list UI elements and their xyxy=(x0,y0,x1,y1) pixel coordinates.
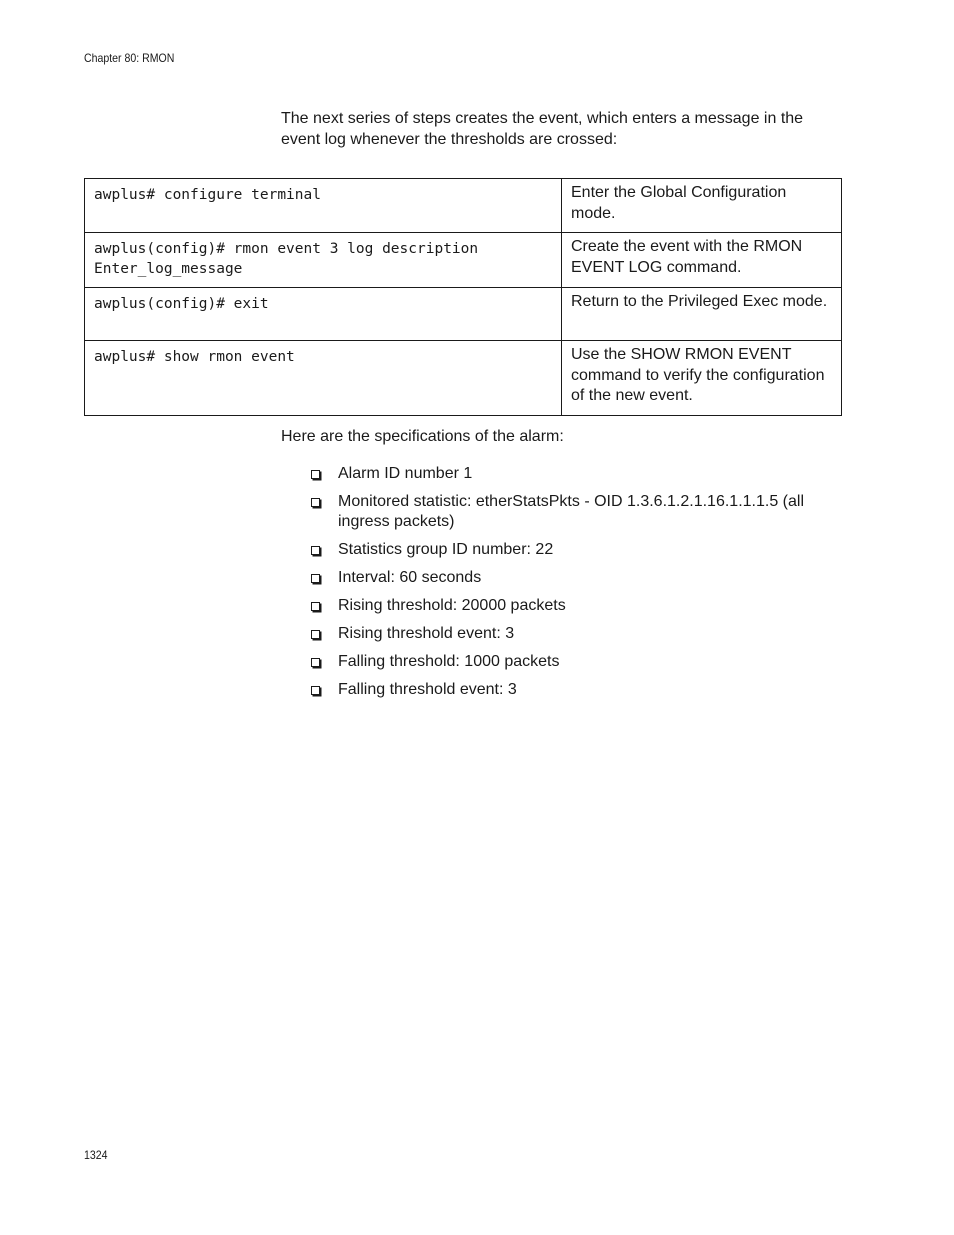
command-steps-table xyxy=(84,178,842,416)
command-cell xyxy=(85,179,562,233)
description-text: Create the event with the RMON EVENT LOG command. xyxy=(571,238,803,276)
checkbox-square-icon xyxy=(311,470,320,479)
list-item xyxy=(309,568,843,588)
list-item-text: Rising threshold event: 3 xyxy=(338,625,515,642)
list-item xyxy=(309,652,843,672)
page-number: 1324 xyxy=(84,1148,108,1162)
list-item xyxy=(309,680,843,700)
intro-paragraph: The next series of steps creates the event, which enters a message in the event log whenever the thresholds are crossed: xyxy=(281,110,804,148)
command-cell xyxy=(85,341,562,416)
description-text: Enter the Global Configuration mode. xyxy=(571,184,787,222)
list-item xyxy=(309,596,843,616)
list-item-text: Rising threshold: 20000 packets xyxy=(338,597,566,614)
checkbox-square-icon xyxy=(311,686,320,695)
checkbox-square-icon xyxy=(311,658,320,667)
description-cell xyxy=(562,341,842,416)
list-item-text: Falling threshold: 1000 packets xyxy=(338,653,560,670)
list-item-text: Monitored statistic: etherStatsPkts - OID 1.3.6.1.2.1.16.1.1.1.5 (all ingress packets) xyxy=(338,493,804,530)
list-item xyxy=(309,540,843,560)
description-cell xyxy=(562,179,842,233)
alarm-spec-list xyxy=(309,464,843,708)
table-row xyxy=(85,341,842,416)
list-item xyxy=(309,464,843,484)
list-item-text: Statistics group ID number: 22 xyxy=(338,541,554,558)
command-text: awplus(config)# rmon event 3 log description Enter_log_message xyxy=(94,241,487,277)
table-row xyxy=(85,179,842,233)
table-row xyxy=(85,288,842,341)
checkbox-square-icon xyxy=(311,546,320,555)
running-header: Chapter 80: RMON xyxy=(84,51,175,65)
description-cell xyxy=(562,233,842,288)
description-text: Return to the Privileged Exec mode. xyxy=(571,293,828,310)
command-cell xyxy=(85,233,562,288)
checkbox-square-icon xyxy=(311,630,320,639)
command-text: awplus# show rmon event xyxy=(94,349,295,365)
list-item-text: Alarm ID number 1 xyxy=(338,465,473,482)
command-text: awplus# configure terminal xyxy=(94,187,321,203)
command-cell xyxy=(85,288,562,341)
description-cell xyxy=(562,288,842,341)
checkbox-square-icon xyxy=(311,498,320,507)
checkbox-square-icon xyxy=(311,574,320,583)
list-item xyxy=(309,492,843,532)
table-row xyxy=(85,233,842,288)
checkbox-square-icon xyxy=(311,602,320,611)
command-text: awplus(config)# exit xyxy=(94,296,269,312)
list-item-text: Falling threshold event: 3 xyxy=(338,681,517,698)
specs-lead-text: Here are the specifications of the alarm: xyxy=(281,428,564,445)
list-item xyxy=(309,624,843,644)
list-item-text: Interval: 60 seconds xyxy=(338,569,482,586)
description-text: Use the SHOW RMON EVENT command to verify the configuration of the new event. xyxy=(571,346,825,404)
